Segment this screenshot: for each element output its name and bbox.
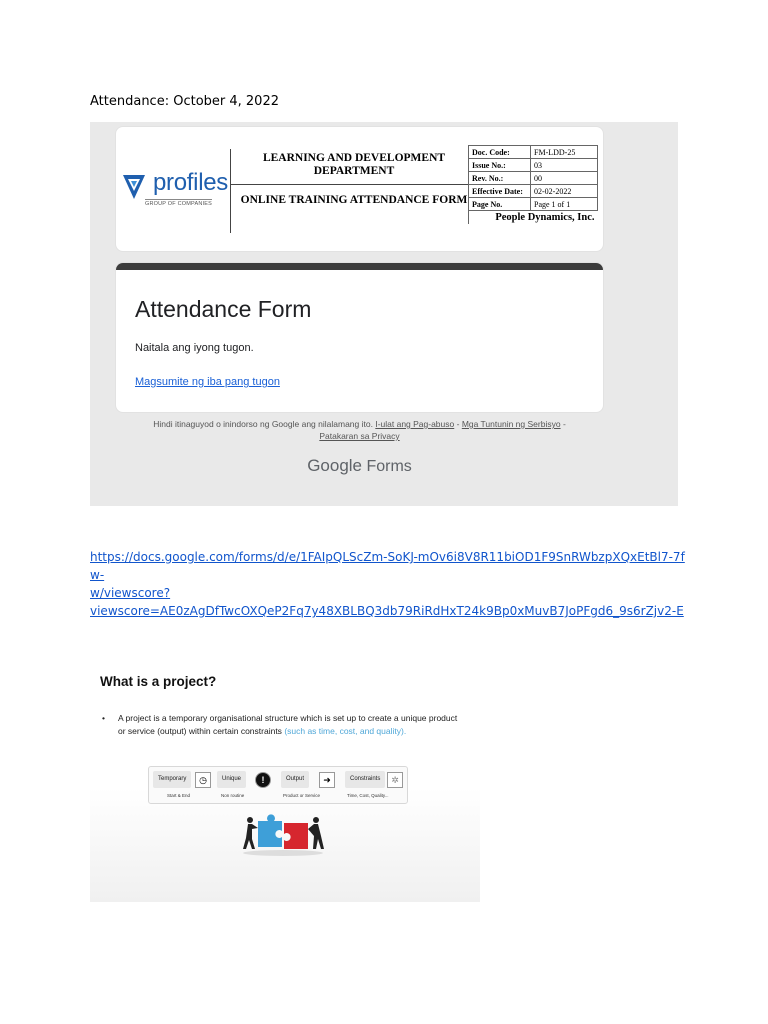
arrow-right-icon: ➜ — [319, 772, 335, 788]
slide-bullet — [102, 712, 464, 738]
submit-another-response-link[interactable]: Magsumite ng iba pang tugon — [135, 376, 280, 388]
report-abuse-link[interactable]: I-ulat ang Pag-abuso — [375, 419, 455, 429]
project-slide-image — [90, 648, 480, 902]
form-header-card — [116, 127, 603, 251]
google-forms-logo — [116, 456, 603, 476]
bullet-highlight-text: (such as time, cost, and quality). — [284, 726, 407, 736]
meta-value: 03 — [531, 159, 598, 172]
separator: - — [454, 419, 462, 429]
chip-constraints — [345, 771, 403, 798]
logo-subtext: GROUP OF COMPANIES — [145, 201, 212, 207]
chip-label: Output — [281, 771, 309, 788]
form-response-card — [116, 263, 603, 412]
meta-value: 00 — [531, 172, 598, 185]
meta-key: Doc. Code: — [469, 146, 531, 159]
meta-value: 02-02-2022 — [531, 185, 598, 198]
chip-unique — [217, 771, 275, 798]
chip-sublabel: Product or Service — [283, 793, 321, 798]
link-line[interactable]: viewscore=AE0zAgDfTwcOXQeP2Fq7y48XBLBQ3db79RiRdHxT24k9Bp0xMuvB7JoPFgd6_9s6rZjv2-E — [90, 604, 684, 618]
chip-output — [281, 771, 339, 798]
gear-icon: ✲ — [387, 772, 403, 788]
meta-row — [469, 198, 598, 211]
bullet-main-text: A project is a temporary organisational structure which is set up to create a unique product or service (output) within certain constraints — [118, 713, 458, 736]
privacy-link[interactable]: Patakaran sa Privacy — [319, 431, 400, 441]
form-name: ONLINE TRAINING ATTENDANCE FORM — [240, 194, 468, 206]
chip-label: Unique — [217, 771, 246, 788]
meta-key: Issue No.: — [469, 159, 531, 172]
meta-row — [469, 159, 598, 172]
meta-key: Page No. — [469, 198, 531, 211]
meta-row — [469, 172, 598, 185]
document-meta-table — [468, 145, 598, 224]
separator: - — [560, 419, 566, 429]
chip-label: Constraints — [345, 771, 385, 788]
attendance-form-screenshot — [90, 122, 678, 506]
chip-sublabel: Start & End — [167, 793, 191, 798]
response-recorded-message: Naitala ang iyong tugon. — [135, 342, 254, 354]
department-name: LEARNING AND DEVELOPMENT DEPARTMENT — [262, 152, 446, 177]
bullet-text — [118, 712, 464, 738]
project-attributes — [148, 766, 408, 804]
chip-label: Temporary — [153, 771, 191, 788]
logo-wordmark: profiles — [153, 169, 228, 196]
company-row — [469, 211, 598, 225]
divider — [230, 149, 231, 233]
chip-temporary — [153, 771, 211, 798]
slide-title: What is a project? — [100, 674, 217, 689]
meta-value: Page 1 of 1 — [531, 198, 598, 211]
chip-sublabel: Non routine — [221, 793, 245, 798]
google-wordmark: Google — [307, 456, 363, 475]
divider — [230, 184, 468, 185]
link-line[interactable]: w/viewscore? — [90, 586, 171, 600]
forms-wordmark: Forms — [366, 458, 412, 475]
puzzle-teamwork-illustration — [240, 811, 326, 857]
profiles-logo-icon — [121, 171, 147, 201]
meta-key: Rev. No.: — [469, 172, 531, 185]
forms-footer — [116, 418, 603, 442]
meta-row — [469, 146, 598, 159]
chip-sublabel: Time, Cost, Quality... — [347, 793, 389, 798]
bullet-dot: • — [102, 713, 105, 723]
terms-link[interactable]: Mga Tuntunin ng Serbisyo — [461, 419, 561, 429]
disclaimer-text: Hindi itinaguyod o inindorso ng Google ang nilalamang ito. — [153, 419, 373, 429]
form-title: Attendance Form — [135, 296, 312, 322]
clock-icon: ◷ — [195, 772, 211, 788]
company-name: People Dynamics, Inc. — [469, 211, 598, 225]
meta-key: Effective Date: — [469, 185, 531, 198]
exclamation-icon: ! — [255, 772, 271, 788]
page-heading: Attendance: October 4, 2022 — [90, 94, 279, 109]
viewscore-link[interactable] — [90, 548, 690, 620]
meta-row — [469, 185, 598, 198]
link-line[interactable]: https://docs.google.com/forms/d/e/1FAIpQLScZm-SoKJ-mOv6i8V8R11biOD1F9SnRWbzpXQxEtBl7-7fw- — [90, 550, 685, 582]
meta-value: FM-LDD-25 — [531, 146, 598, 159]
profiles-logo — [121, 169, 226, 209]
